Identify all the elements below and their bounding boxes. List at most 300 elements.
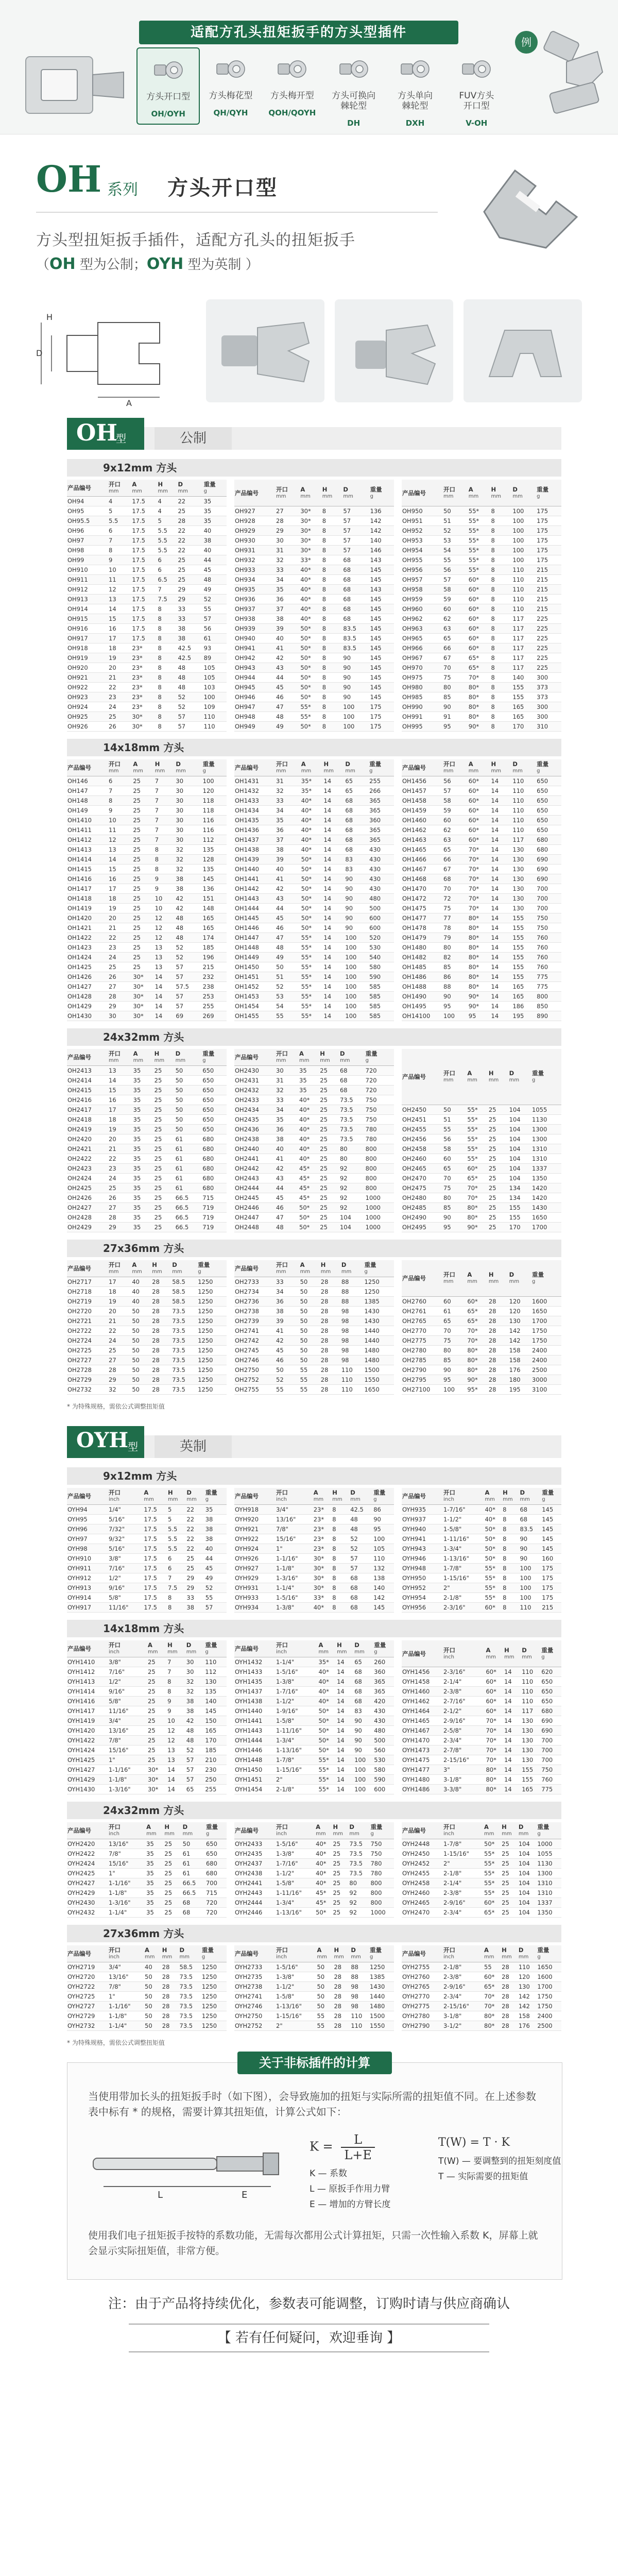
spec-cell: 145 [370, 634, 394, 643]
spec-cell: 8 [157, 653, 177, 663]
spec-cell: 55 [443, 1125, 467, 1134]
part-number-cell: OH2450 [402, 1105, 443, 1115]
part-number-cell: OH958 [402, 585, 443, 595]
spec-cell: 35 [133, 1174, 154, 1183]
spec-cell: 30 [186, 1657, 205, 1667]
column-title: 重量 [205, 1641, 217, 1649]
spec-cell: 32 [276, 555, 300, 565]
part-number-cell: OH954 [402, 546, 443, 555]
spec-cell: 1130 [531, 1115, 561, 1125]
column-header [144, 1945, 162, 1962]
spec-cell: 73.5 [339, 1105, 365, 1115]
spec-cell: 40* [300, 614, 321, 624]
spec-cell: 40* [315, 1849, 332, 1859]
spec-cell: 100 [512, 516, 536, 526]
spec-cell: 25 [108, 1346, 131, 1355]
column-unit: mm [488, 1077, 499, 1083]
column-header [67, 1640, 108, 1657]
column-unit: g [370, 1954, 373, 1960]
spec-cell: 1-9/16" [276, 1706, 318, 1716]
part-number-cell: OH922 [67, 683, 108, 692]
part-number-cell: OH1451 [234, 972, 276, 982]
column-title: D [186, 1641, 192, 1649]
spec-cell: 2-9/16" [443, 1716, 485, 1726]
part-number-cell: OH928 [234, 516, 276, 526]
square-insert-illustration-icon [21, 46, 129, 124]
column-unit: g [364, 1269, 368, 1275]
section-code-tab [67, 418, 144, 450]
table-row [402, 1105, 561, 1115]
column-header [67, 759, 108, 776]
spec-cell: 27 [108, 1203, 133, 1213]
spec-cell: 8 [332, 1554, 350, 1564]
table-row [234, 962, 394, 972]
part-number-cell: OYH2429 [67, 1888, 108, 1898]
spec-cell: 100 [342, 702, 369, 712]
spec-cell: 35 [299, 1066, 319, 1076]
spec-cell: 50* [301, 874, 323, 884]
part-number-cell: OYH94 [67, 1505, 108, 1515]
spec-cell: 60* [485, 1687, 504, 1697]
part-number-cell: OH927 [234, 506, 276, 516]
part-number-cell: OH959 [402, 595, 443, 604]
spec-cell: 760 [536, 943, 561, 953]
spec-cell: 40* [299, 1105, 319, 1115]
table-row [234, 1086, 394, 1095]
part-number-cell: OYH1438 [234, 1697, 276, 1706]
spec-cell: 14 [323, 786, 345, 796]
spec-cell: 185 [204, 1745, 227, 1755]
part-number-cell: OYH922 [234, 1534, 276, 1544]
spec-cell: 66.5 [175, 1223, 202, 1232]
spec-cell: 25 [154, 1115, 175, 1125]
spec-cell: 650 [536, 806, 561, 816]
spec-cell: 750 [365, 1115, 394, 1125]
spec-cell: 57 [203, 614, 227, 624]
part-number-cell: OH2429 [67, 1223, 108, 1232]
spec-cell: 61 [182, 1869, 205, 1878]
spec-cell: 80* [484, 2021, 501, 2031]
spec-cell: 57 [443, 575, 468, 585]
spec-cell: 50 [175, 1086, 202, 1095]
spec-cell: 25 [488, 1203, 509, 1213]
spec-cell: 68 [350, 1603, 373, 1613]
eq-torque: T(W) = T · K [438, 2136, 510, 2149]
table-row [402, 1898, 561, 1908]
spec-cell: 90 [354, 1726, 373, 1736]
column-unit: mm [276, 768, 286, 774]
spec-cell: 1550 [364, 1375, 394, 1385]
column-unit: mm [176, 768, 186, 774]
spec-cell: 28 [320, 1287, 341, 1297]
type-code: QOH/QOYH [268, 108, 316, 117]
part-number-cell: OH96 [67, 526, 108, 536]
spec-cell: 8 [322, 692, 343, 702]
spec-cell: 50 [131, 1375, 151, 1385]
part-number-cell: OH1422 [67, 933, 108, 943]
spec-cell: 176 [518, 2021, 537, 2031]
spec-cell: 1250 [197, 1277, 227, 1287]
spec-cell: 68 [345, 796, 369, 806]
column-title: 开口 [109, 1641, 121, 1649]
column-header [468, 480, 491, 506]
spec-cell: 35 [133, 1203, 154, 1213]
section-label: 公制 [154, 427, 232, 450]
table-row [234, 712, 394, 722]
spec-cell: 72 [443, 894, 468, 904]
table-row [234, 786, 394, 796]
column-title: D [345, 760, 350, 768]
spec-cell: 145 [370, 692, 394, 702]
spec-cell: 70* [485, 1726, 504, 1736]
spec-cell: 95 [373, 1524, 394, 1534]
column-header [108, 1640, 147, 1657]
spec-table [67, 759, 227, 1021]
spec-cell: 22 [186, 1515, 204, 1524]
spec-cell: 14 [491, 1002, 512, 1011]
spec-cell: 165 [512, 712, 536, 722]
table-row [402, 796, 561, 806]
spec-cell: 1000 [365, 1223, 394, 1232]
spec-cell: 73.5 [339, 1095, 365, 1105]
column-title: 产品编号 [402, 1650, 426, 1657]
table-row [234, 874, 394, 884]
spec-cell: 62 [443, 614, 468, 624]
spec-cell: 90 [443, 702, 468, 712]
spec-cell: 5 [157, 516, 177, 526]
spec-cell: 158 [509, 1346, 531, 1355]
spec-cell: 158 [509, 1355, 531, 1365]
spec-cell: 65* [468, 663, 491, 673]
spec-cell: 14 [504, 1697, 521, 1706]
part-number-cell: OYH2470 [402, 1908, 443, 1918]
spec-cell: 60* [468, 643, 491, 653]
spec-cell: 53 [276, 992, 301, 1002]
spec-cell: 175 [536, 546, 561, 555]
spec-cell: 8 [322, 536, 343, 546]
spec-cell: 8 [154, 845, 176, 855]
table-row [402, 1125, 561, 1134]
table-row [67, 816, 227, 825]
spec-cell: 25 [154, 1076, 175, 1086]
column-header [301, 759, 323, 776]
spec-cell: 40* [301, 796, 323, 806]
spec-cell: 650 [541, 1687, 561, 1697]
column-unit: mm [152, 1269, 162, 1275]
spec-cell: 135 [202, 865, 227, 874]
table-row [234, 643, 394, 653]
spec-cell: 90 [342, 692, 369, 702]
spec-cell: 60* [484, 1972, 501, 1982]
spec-cell: 45 [276, 913, 301, 923]
spec-cell: 95 [443, 1223, 467, 1232]
table-row [67, 1657, 227, 1667]
table-row [402, 1878, 561, 1888]
spec-cell: 105 [203, 673, 227, 683]
part-number-cell: OH2445 [234, 1193, 276, 1203]
type-wrench-icon [446, 47, 507, 88]
spec-cell: 58 [443, 585, 468, 595]
spec-cell: 145 [373, 1603, 394, 1613]
table-row [67, 806, 227, 816]
spec-cell: 3" [443, 1765, 485, 1775]
drive-size-header [67, 1925, 561, 1942]
part-number-cell: OH2724 [67, 1336, 108, 1346]
part-number-cell: OYH2422 [67, 1849, 108, 1859]
spec-cell: 51 [443, 516, 468, 526]
column-title: 开口 [443, 485, 455, 493]
spec-cell: 28 [333, 2011, 350, 2021]
spec-cell: 10 [154, 894, 176, 904]
spec-cell: 83 [354, 1706, 373, 1716]
spec-cell: 8 [491, 624, 512, 634]
spec-cell: 70* [485, 1716, 504, 1726]
spec-cell: 73.5 [179, 1992, 201, 2002]
spec-cell: 650 [541, 1697, 561, 1706]
part-number-cell: OH2434 [234, 1105, 276, 1115]
column-title: 开口 [109, 1823, 121, 1831]
spec-cell: 33 [177, 604, 203, 614]
spec-cell: 55* [467, 1144, 488, 1154]
spec-cell: 50* [318, 1706, 336, 1716]
spec-cell: 145 [370, 683, 394, 692]
column-header [182, 1822, 205, 1839]
column-unit: mm [175, 1058, 186, 1063]
table-header-row [402, 1049, 561, 1105]
part-number-cell: OH910 [67, 565, 108, 575]
table-header-row [234, 1945, 394, 1962]
spec-cell: 140 [204, 1697, 227, 1706]
spec-cell: 38 [186, 1697, 205, 1706]
spec-cell: 8 [322, 663, 343, 673]
table-row [67, 634, 227, 643]
spec-cell: 19 [108, 904, 132, 913]
spec-cell: 50* [300, 643, 321, 653]
table-row [67, 2011, 227, 2021]
spec-cell: 104 [518, 1869, 537, 1878]
column-title: D [350, 1489, 355, 1496]
spec-cell: 1" [108, 1755, 147, 1765]
spec-cell: 760 [536, 962, 561, 972]
table-row [67, 1785, 227, 1794]
table-row [234, 904, 394, 913]
part-number-cell: OH2718 [67, 1287, 108, 1297]
column-title: 重量 [370, 1946, 382, 1954]
spec-cell: 30 [175, 816, 202, 825]
table-row [67, 1554, 227, 1564]
spec-cell: 5 [108, 506, 131, 516]
spec-cell: 30* [131, 722, 157, 732]
spec-cell: 14 [491, 953, 512, 962]
spec-cell: 25 [488, 1213, 509, 1223]
spec-cell: 25 [488, 1193, 509, 1203]
formula-definition: T(W) — 要调整到的扭矩刻度值 [438, 2156, 561, 2166]
column-title: 产品编号 [235, 1827, 259, 1834]
spec-cell: 25 [147, 1697, 167, 1706]
table-row [402, 962, 561, 972]
spec-cell: 8 [332, 1544, 350, 1554]
spec-cell: 38 [203, 536, 227, 546]
part-number-cell: OH2732 [67, 1385, 108, 1395]
part-number-cell: OYH2738 [234, 1982, 276, 1992]
spec-cell: 750 [365, 1095, 394, 1105]
column-title: 重量 [370, 485, 382, 493]
column-unit: mm [154, 768, 165, 774]
table-row [67, 653, 227, 663]
part-number-cell: OH2441 [234, 1154, 276, 1164]
part-number-cell: OH2721 [67, 1316, 108, 1326]
part-number-cell: OYH2420 [67, 1839, 108, 1849]
spec-cell: 67 [443, 653, 468, 663]
part-number-cell: OYH2443 [234, 1888, 276, 1898]
extended-wrench-diagram [88, 2130, 284, 2202]
spec-cell: 7 [167, 1573, 186, 1583]
spec-cell: 30 [175, 796, 202, 806]
spec-cell: 25 [319, 1164, 339, 1174]
column-unit: mm [332, 1497, 342, 1502]
table-row [67, 673, 227, 683]
spec-cell: 6 [157, 555, 177, 565]
column-unit: g [201, 1954, 205, 1960]
column-header [536, 480, 561, 506]
part-number-cell: OH933 [234, 565, 276, 575]
spec-cell: 8 [332, 1583, 350, 1593]
spec-cell: 68 [354, 1697, 373, 1706]
column-header [179, 1945, 201, 1962]
spec-cell: 1-15/16" [276, 2011, 317, 2021]
column-unit: mm [186, 1649, 197, 1655]
part-number-cell: OH2419 [67, 1125, 108, 1134]
spec-cell: 50* [301, 913, 323, 923]
spec-cell: 8 [491, 673, 512, 683]
spec-cell: 25 [319, 1193, 339, 1203]
spec-cell: 1440 [364, 1326, 394, 1336]
spec-cell: 30 [175, 776, 202, 786]
spec-cell: 56 [443, 776, 468, 786]
spec-cell: 100 [202, 776, 227, 786]
part-number-cell: OH2470 [402, 1174, 443, 1183]
spec-table [402, 1260, 561, 1395]
part-number-cell: OYH98 [67, 1544, 108, 1554]
spec-cell: 210 [204, 1755, 227, 1765]
column-unit: g [370, 493, 374, 499]
spec-table [402, 759, 561, 1021]
part-number-cell: OYH2427 [67, 1878, 108, 1888]
column-header [336, 1640, 354, 1657]
spec-cell: 41 [276, 1154, 299, 1164]
table-row [234, 1706, 394, 1716]
part-number-cell: OH2722 [67, 1326, 108, 1336]
footer-note: 注：由于产品将持续优化，参数表可能调整，订购时请与供应商确认 [108, 2296, 510, 2312]
spec-cell: 40 [131, 1297, 151, 1307]
column-title: 开口 [109, 1261, 121, 1268]
column-title: 重量 [205, 1823, 218, 1831]
part-number-cell: OH931 [234, 546, 276, 555]
spec-cell: 1650 [531, 1307, 561, 1316]
spec-cell: 90 [345, 884, 369, 894]
table-row [234, 1785, 394, 1794]
part-number-cell: OYH2752 [234, 2021, 276, 2031]
spec-cell: 40* [301, 835, 323, 845]
column-unit: mm [488, 1279, 499, 1284]
column-header [509, 1049, 531, 1105]
part-number-cell: OYH1477 [402, 1765, 443, 1775]
table-row [234, 2021, 394, 2031]
spec-cell: 1/2" [108, 1573, 143, 1583]
spec-cell: 80 [443, 683, 468, 692]
spec-cell: 73.5 [339, 1115, 365, 1125]
table-row [67, 702, 227, 712]
spec-cell: 20 [108, 913, 132, 923]
spec-cell: 30 [108, 1011, 132, 1021]
unit-note-oh: OH [49, 255, 76, 273]
column-unit: g [198, 1269, 201, 1275]
spec-cell: 1500 [364, 1365, 394, 1375]
spec-cell: 50 [131, 1307, 151, 1316]
part-number-cell: OH2465 [402, 1164, 443, 1174]
table-row [234, 1878, 394, 1888]
spec-cell: 66.5 [182, 1888, 205, 1898]
table-row [234, 845, 394, 855]
spec-cell: 36 [276, 595, 300, 604]
spec-cell: 55* [468, 516, 491, 526]
table-row [67, 1125, 227, 1134]
spec-cell: 22 [108, 1154, 133, 1164]
spec-cell: 50 [144, 1992, 162, 2002]
spec-cell: 88 [443, 982, 468, 992]
spec-cell: 25 [164, 1859, 182, 1869]
spec-cell: 25 [108, 1183, 133, 1193]
column-header [332, 1488, 350, 1505]
spec-cell: 52 [175, 943, 202, 953]
spec-cell: 155 [512, 972, 536, 982]
part-number-cell: OYH1486 [402, 1785, 443, 1794]
spec-cell: 42.5 [350, 1505, 373, 1515]
table-row [67, 894, 227, 904]
spec-cell: 55 [203, 604, 227, 614]
spec-cell: 48 [175, 913, 202, 923]
spec-cell: 44 [276, 904, 301, 913]
column-header [370, 480, 394, 506]
spec-cell: 2500 [537, 2021, 561, 2031]
table-row [67, 1287, 227, 1297]
spec-cell: 40* [300, 575, 321, 585]
spec-cell: 130 [512, 904, 536, 913]
spec-cell: 60* [485, 1677, 504, 1687]
column-header [175, 1049, 202, 1066]
spec-cell: 32 [175, 855, 202, 865]
spec-cell: 83 [345, 865, 369, 874]
spec-cell: 61 [175, 1154, 202, 1164]
table-header-row [67, 1945, 227, 1962]
table-row [67, 1086, 227, 1095]
part-number-cell: OH935 [234, 585, 276, 595]
column-unit: mm [443, 493, 454, 499]
spec-cell: 14 [504, 1716, 521, 1726]
spec-cell: 14 [491, 992, 512, 1002]
spec-cell: 13 [154, 953, 176, 962]
spec-cell: 57 [350, 1564, 373, 1573]
spec-cell: 40* [315, 1878, 332, 1888]
column-header [234, 1822, 276, 1839]
spec-table [67, 1640, 227, 1794]
spec-cell: 225 [536, 614, 561, 624]
spec-cell: 48 [276, 712, 300, 722]
part-number-cell: OYH931 [234, 1583, 276, 1593]
spec-cell: 1-7/8" [443, 1839, 484, 1849]
spec-cell: 104 [518, 1849, 537, 1859]
oyh-section-header [0, 1421, 618, 1462]
